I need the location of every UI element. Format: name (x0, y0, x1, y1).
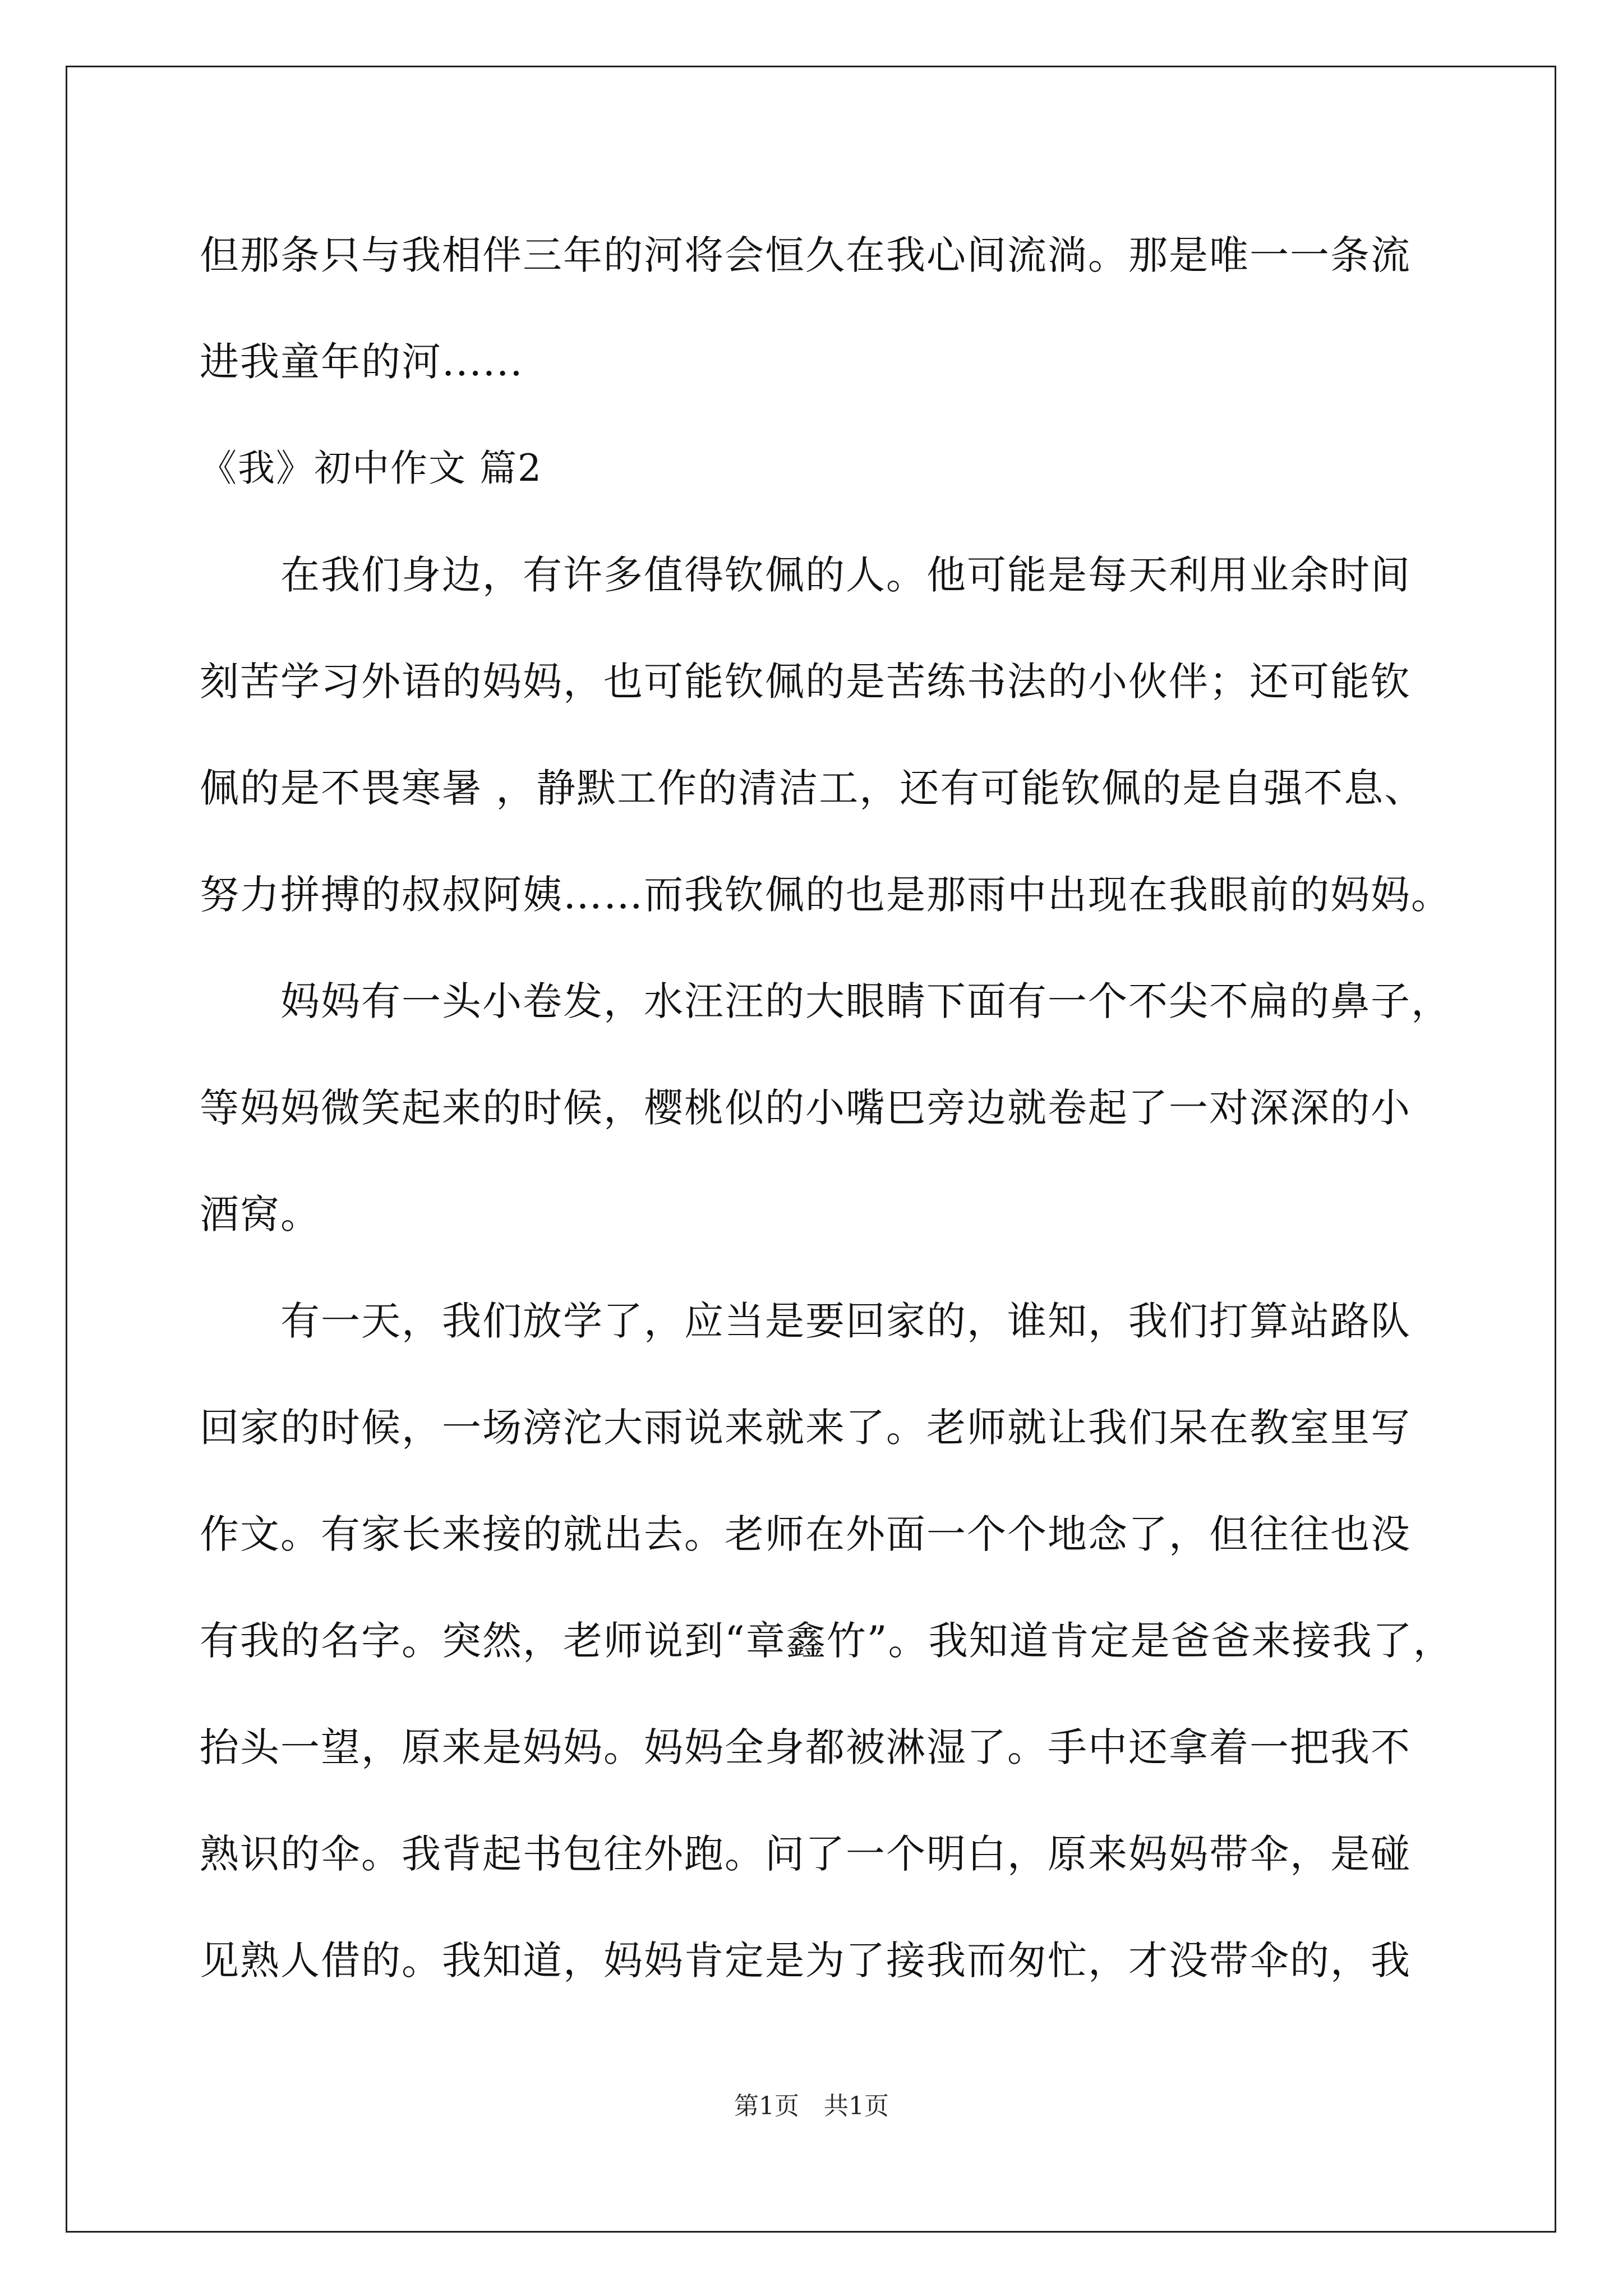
document-body (200, 202, 1454, 2014)
page-footer: 第1页 共1页 (734, 2092, 889, 2120)
text-line: 进我童年的河...... (200, 339, 524, 385)
text-line: 努力拼搏的叔叔阿姨……而我钦佩的也是那雨中出现在我眼前的妈妈。 (200, 872, 1451, 918)
text-line: 酒窝。 (200, 1191, 321, 1237)
section-heading: 《我》初中作文 篇2 (200, 447, 542, 490)
text-line: 见熟人借的。我知道，妈妈肯定是为了接我而匆忙，才没带伞的，我 (200, 1938, 1411, 1984)
text-line: 有我的名字。突然，老师说到“章鑫竹”。我知道肯定是爸爸来接我了， (200, 1618, 1454, 1664)
text-line: 抬头一望，原来是妈妈。妈妈全身都被淋湿了。手中还拿着一把我不 (200, 1724, 1411, 1770)
text-line: 但那条只与我相伴三年的河将会恒久在我心间流淌。那是唯一一条流 (200, 232, 1411, 278)
text-line: 作文。有家长来接的就出去。老师在外面一个个地念了，但往往也没 (200, 1511, 1411, 1557)
text-line: 熟识的伞。我背起书包往外跑。问了一个明白，原来妈妈带伞，是碰 (200, 1831, 1411, 1877)
text-line: 佩的是不畏寒暑 ，静默工作的清洁工，还有可能钦佩的是自强不息、 (200, 765, 1425, 811)
text-line: 有一天，我们放学了，应当是要回家的，谁知，我们打算站路队 (280, 1298, 1411, 1344)
text-line: 在我们身边，有许多值得钦佩的人。他可能是每天利用业余时间 (280, 552, 1411, 598)
text-line: 回家的时候，一场滂沱大雨说来就来了。老师就让我们呆在教室里写 (200, 1405, 1411, 1451)
text-line: 刻苦学习外语的妈妈，也可能钦佩的是苦练书法的小伙伴；还可能钦 (200, 659, 1411, 705)
text-line: 妈妈有一头小卷发，水汪汪的大眼睛下面有一个不尖不扁的鼻子， (280, 978, 1451, 1024)
text-line: 等妈妈微笑起来的时候，樱桃似的小嘴巴旁边就卷起了一对深深的小 (200, 1085, 1411, 1131)
